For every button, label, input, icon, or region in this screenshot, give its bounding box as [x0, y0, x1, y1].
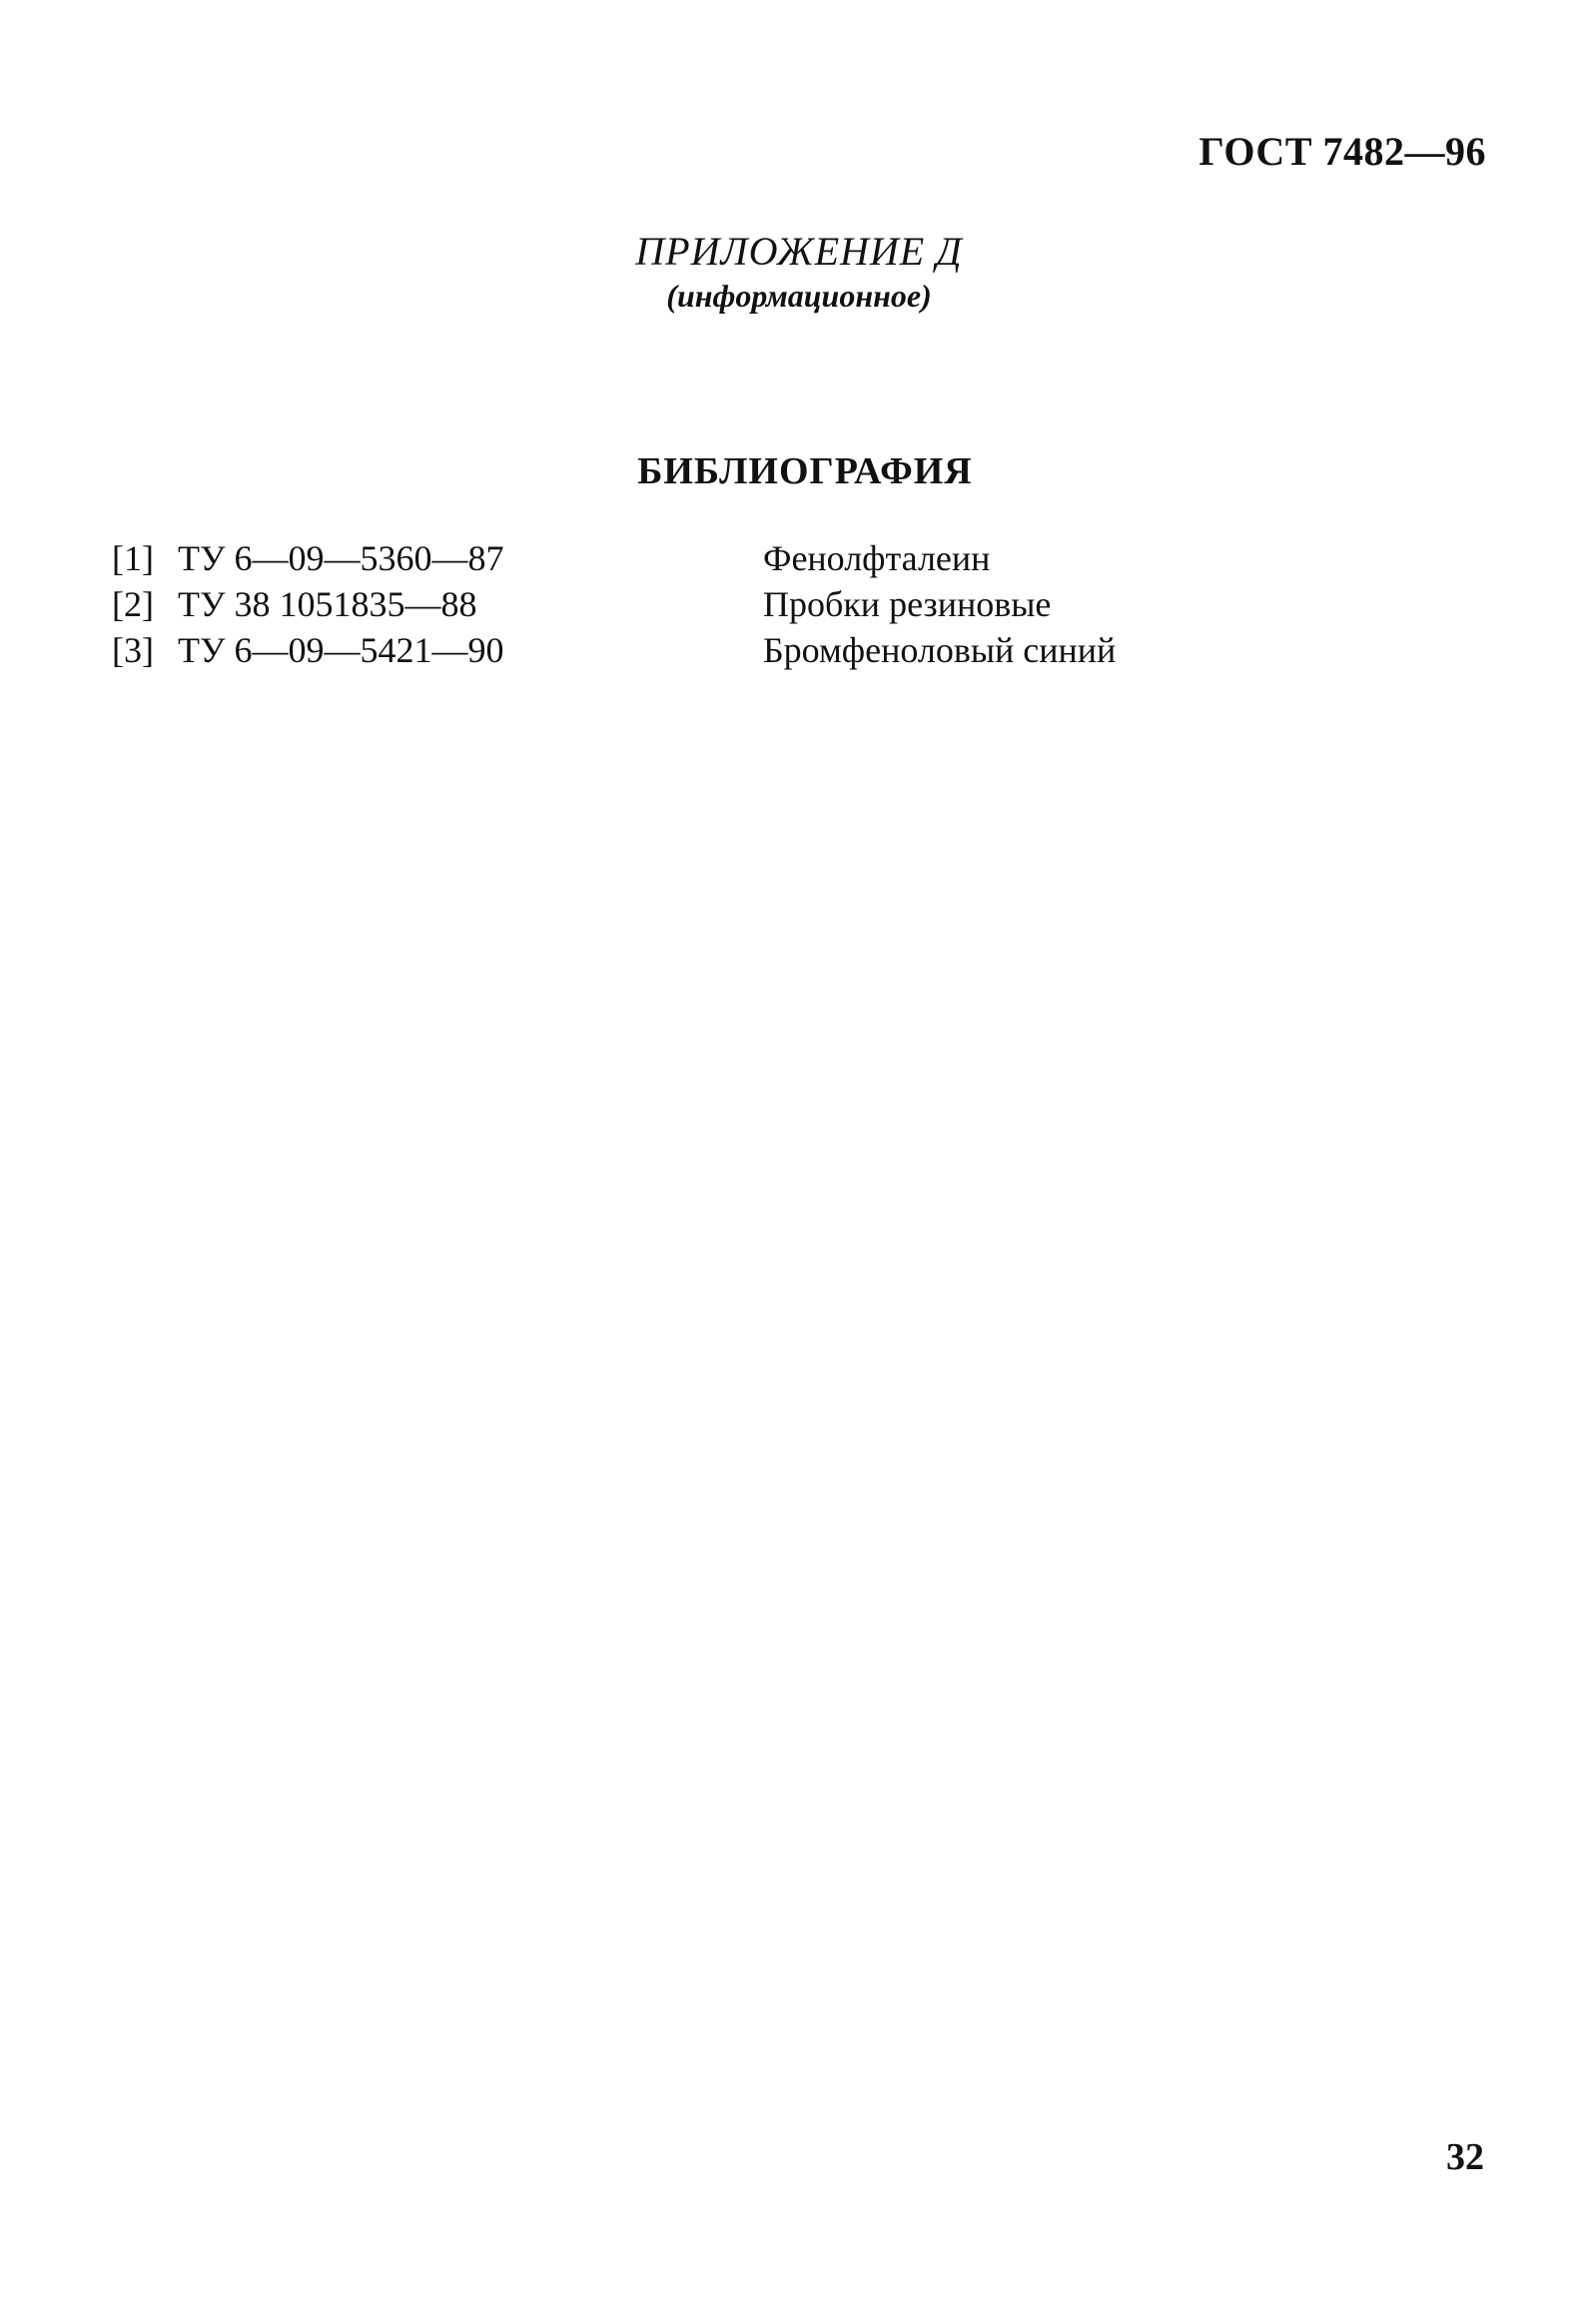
bibliography-item-description: Пробки резиновые: [763, 584, 1052, 624]
bibliography-item-code: ТУ 6—09—5360—87: [178, 538, 504, 578]
bibliography-item: [112, 535, 1310, 581]
bibliography-item-description: Фенолфталеин: [763, 538, 991, 578]
bibliography-item-code: ТУ 6—09—5421—90: [178, 630, 504, 670]
appendix-heading: [579, 228, 1019, 316]
document-code: ГОСТ 7482—96: [1198, 129, 1486, 174]
bibliography-item-number: [2]: [112, 584, 154, 624]
appendix-title: ПРИЛОЖЕНИЕ Д: [635, 229, 963, 274]
bibliography-item-code: ТУ 38 1051835—88: [178, 584, 477, 624]
bibliography-item-number: [3]: [112, 630, 154, 670]
bibliography-item: [112, 581, 1310, 627]
section-title: БИБЛИОГРАФИЯ: [637, 450, 973, 492]
appendix-subtitle: (информационное): [666, 278, 932, 314]
bibliography-item-number: [1]: [112, 538, 154, 578]
bibliography-list: [112, 535, 1310, 673]
bibliography-item: [112, 627, 1310, 673]
bibliography-item-description: Бромфеноловый синий: [763, 630, 1117, 670]
page-number: 32: [1446, 2136, 1484, 2178]
